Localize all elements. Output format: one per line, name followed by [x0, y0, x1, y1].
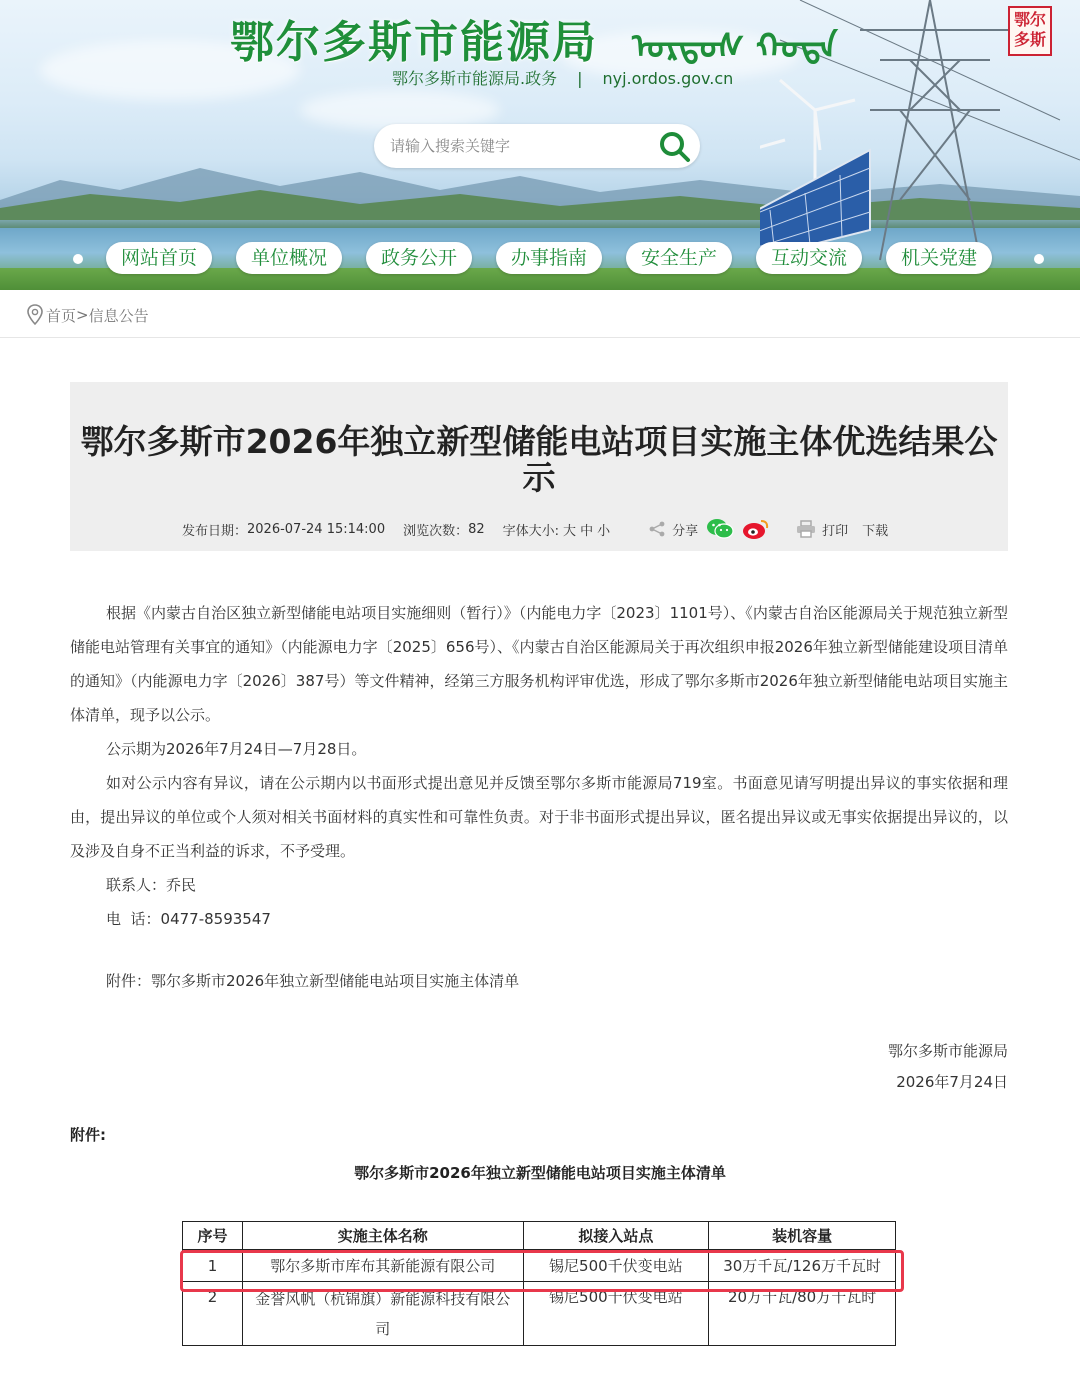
- signature-date: 2026年7月24日: [896, 1073, 1008, 1091]
- site-subtitle: [392, 66, 733, 89]
- table-cell-entity: 金誉风帆（杭锦旗）新能源科技有限公司: [242, 1282, 523, 1346]
- nav-dot: [73, 254, 83, 264]
- table-header-row: [183, 1222, 896, 1250]
- table-cell-index: 1: [183, 1250, 243, 1282]
- article-paragraph: 公示期为2026年7月24日—7月28日。: [106, 740, 367, 758]
- article-paragraph: 如对公示内容有异议，请在公示期内以书面形式提出意见并反馈至鄂尔多斯市能源局719室。书面意见请写明提出异议的事实依据和理由，提出异议的单位或个人须对相关书面材料的真实性和可靠性负责。对于非书面形式提出异议，匿名提出异议或无事实依据提出异议的，以及涉及自身不正当利益的诉求，不予受理。: [70, 774, 1008, 860]
- print-button[interactable]: [796, 520, 848, 539]
- mongolian-title: ᠣᠷᠳᠣᠰ ᠬᠣᠲᠠ: [632, 27, 838, 67]
- site-title: 鄂尔多斯市能源局: [230, 17, 598, 68]
- font-size-large-button[interactable]: 大: [563, 523, 577, 539]
- share-icon: [648, 521, 666, 537]
- table-row: [183, 1282, 896, 1346]
- font-size-small-button[interactable]: 小: [597, 523, 611, 539]
- article-body: [70, 596, 1008, 936]
- article-meta: [182, 518, 888, 540]
- contact-person: 联系人：乔民: [106, 876, 197, 894]
- share-button[interactable]: [648, 520, 698, 539]
- view-count-label: 浏览次数：: [403, 523, 469, 539]
- wechat-icon[interactable]: [706, 518, 734, 540]
- signature-org: 鄂尔多斯市能源局: [887, 1042, 1008, 1060]
- print-label: 打印: [822, 523, 849, 539]
- column-header-entity: 实施主体名称: [242, 1222, 523, 1250]
- column-header-index: 序号: [183, 1222, 243, 1250]
- table-cell-entity: 鄂尔多斯市库布其新能源有限公司: [242, 1250, 523, 1282]
- nav-item-party-building[interactable]: 机关党建: [886, 242, 992, 274]
- table-cell-station: 锡尼500千伏变电站: [523, 1250, 709, 1282]
- divider: |: [577, 69, 583, 88]
- nav-item-government-affairs[interactable]: 政务公开: [366, 242, 472, 274]
- nav-item-safety-production[interactable]: 安全生产: [626, 242, 732, 274]
- divider-line: [0, 337, 1080, 338]
- implementation-list-table: [182, 1221, 896, 1346]
- search-input[interactable]: [390, 124, 640, 168]
- printer-icon: [796, 520, 816, 538]
- site-domain-label: 鄂尔多斯市能源局.政务: [392, 69, 558, 88]
- contact-phone: 电 话：0477-8593547: [106, 910, 271, 928]
- header-banner: [0, 0, 1080, 290]
- publish-date-label: 发布日期：: [182, 523, 248, 539]
- breadcrumb-home-link[interactable]: 首页: [46, 306, 77, 325]
- table-cell-index: 2: [183, 1282, 243, 1346]
- search-icon[interactable]: [658, 130, 692, 164]
- font-size-medium-button[interactable]: 中: [580, 523, 594, 539]
- nav-item-home[interactable]: 网站首页: [106, 242, 212, 274]
- article-header: [70, 382, 1008, 551]
- article-paragraph: 根据《内蒙古自治区独立新型储能电站项目实施细则（暂行）》（内能电力字〔2023〕1101号）、《内蒙古自治区能源局关于规范独立新型储能电站管理有关事宜的通知》（内能源电力字〔2025〕656号）、《内蒙古自治区能源局关于再次组织申报2026年独立新型储能建设项目清单的通知》（内能源电力字〔2026〕387号）等文件精神，经第三方服务机构评审优选，形成了鄂尔多斯市2026年独立新型储能电站项目实施主体清单，现予以公示。: [70, 604, 1008, 724]
- nav-item-about[interactable]: 单位概况: [236, 242, 342, 274]
- publish-date-value: 2026-07-24 15:14:00: [247, 521, 386, 537]
- attachment-label: 附件:: [70, 1126, 106, 1144]
- city-seal-logo: 鄂尔多斯: [1008, 6, 1052, 56]
- table-cell-station: 锡尼500千伏变电站: [523, 1282, 709, 1346]
- table-cell-capacity: 20万千瓦/80万千瓦时: [709, 1282, 896, 1346]
- breadcrumb: [26, 304, 149, 326]
- search-box: [374, 124, 700, 168]
- view-count-value: 82: [468, 521, 485, 537]
- share-label: 分享: [672, 523, 699, 539]
- location-pin-icon: [26, 304, 44, 326]
- weibo-icon[interactable]: [742, 518, 770, 540]
- font-size-label: 字体大小:: [502, 523, 560, 539]
- download-button[interactable]: 下载: [862, 523, 889, 539]
- attachment-link[interactable]: 附件：鄂尔多斯市2026年独立新型储能电站项目实施主体清单: [106, 972, 520, 990]
- column-header-station: 拟接入站点: [523, 1222, 709, 1250]
- table-cell-capacity: 30万千瓦/126万千瓦时: [709, 1250, 896, 1282]
- nav-item-interaction[interactable]: 互动交流: [756, 242, 862, 274]
- column-header-capacity: 装机容量: [709, 1222, 896, 1250]
- nav-dot: [1034, 254, 1044, 264]
- breadcrumb-separator: >: [76, 306, 89, 324]
- nav-item-service-guide[interactable]: 办事指南: [496, 242, 602, 274]
- table-title: 鄂尔多斯市2026年独立新型储能电站项目实施主体清单: [354, 1164, 726, 1182]
- article-title: 鄂尔多斯市2026年独立新型储能电站项目实施主体优选结果公示: [80, 422, 998, 497]
- site-url: nyj.ordos.gov.cn: [602, 69, 734, 88]
- table-row: [183, 1250, 896, 1282]
- breadcrumb-current-link[interactable]: 信息公告: [88, 306, 149, 325]
